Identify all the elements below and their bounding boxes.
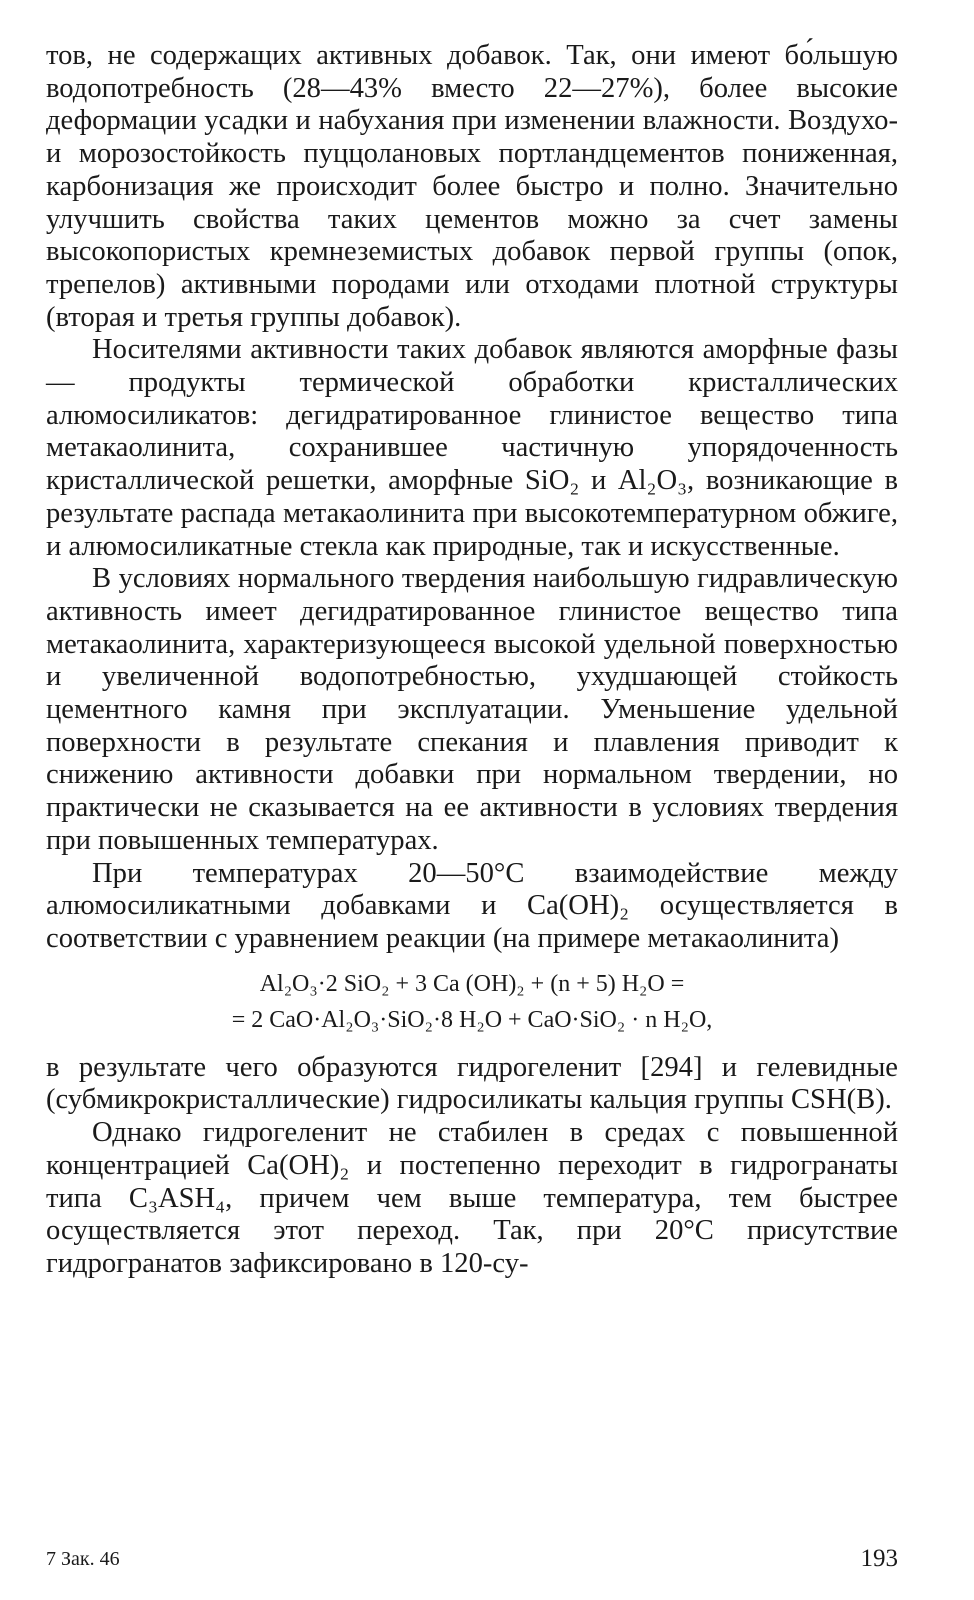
reaction-equation [46,966,898,1038]
equation-line-2: = 2 CaO·Al₂O₃·SiO₂·8 H₂O + CaO·SiO₂ · n H₂O, [231,1006,713,1033]
equation-line-1: Al₂O₃·2 SiO₂ + 3 Ca (OH)₂ + (n + 5) H₂O = [259,970,685,997]
paragraph-3: В условиях нормального твердения наибольшую гидравлическую активность имеет дегидратированное глинистое вещество типа метакаолинита, характеризующееся высокой удельной поверхностью и увеличенной водопотребностью, ухудшающей стойкость цементного камня при эксплуатации. Уменьшение удельной поверхности в результате спекания и плавления приводит к снижению активности добавки при нормальном твердении, но практически не сказывается на ее активности в условиях твердения при повышенных температурах. [46,563,898,856]
paragraph-6: Однако гидрогеленит не стабилен в средах с повышенной концентрацией Ca(OH)₂ и постепенно переходит в гидрогранаты типа C₃ASH₄, причем чем выше температура, тем быстрее осуществляется этот переход. Так, при 20°C присутствие гидрогранатов зафиксировано в 120-су- [46,1117,898,1279]
paragraph-4: При температурах 20—50°C взаимодействие между алюмосиликатными добавками и Ca(OH)₂ осуществляется в соответствии с уравнением реакции (на примере метакаолинита) [46,857,898,954]
paragraph-1: тов, не содержащих активных добавок. Так, они имеют бо́льшую водопотребность (28—43% вместо 22—27%), более высокие деформации усадки и набухания при изменении влажности. Воздухо- и морозостойкость пуццолановых портландцементов пониженная, карбонизация же происходит более быстро и полно. Значительно улучшить свойства таких цементов можно за счет замены высокопористых кремнеземистых добавок первой группы (опок, трепелов) активными породами или отходами плотной структуры (вторая и третья группы добавок). [46,40,898,333]
print-signature: 7 Зак. 46 [46,1548,120,1570]
paragraph-2: Носителями активности таких добавок являются аморфные фазы — продукты термической обработки кристаллических алюмосиликатов: дегидратированное глинистое вещество типа метакаолинита, сохранившее частичную упорядоченность кристаллической решетки, аморфные SiO₂ и Al₂O₃, возникающие в результате распада метакаолинита при высокотемпературном обжиге, и алюмосиликатные стекла как природные, так и искусственные. [46,334,898,562]
page-number: 193 [860,1545,898,1572]
document-page [46,40,898,1560]
page-footer [46,1544,898,1578]
paragraph-5: в результате чего образуются гидрогеленит [294] и гелевидные (субмикрокристаллические) гидросиликаты кальция группы CSH(B). [46,1051,898,1116]
